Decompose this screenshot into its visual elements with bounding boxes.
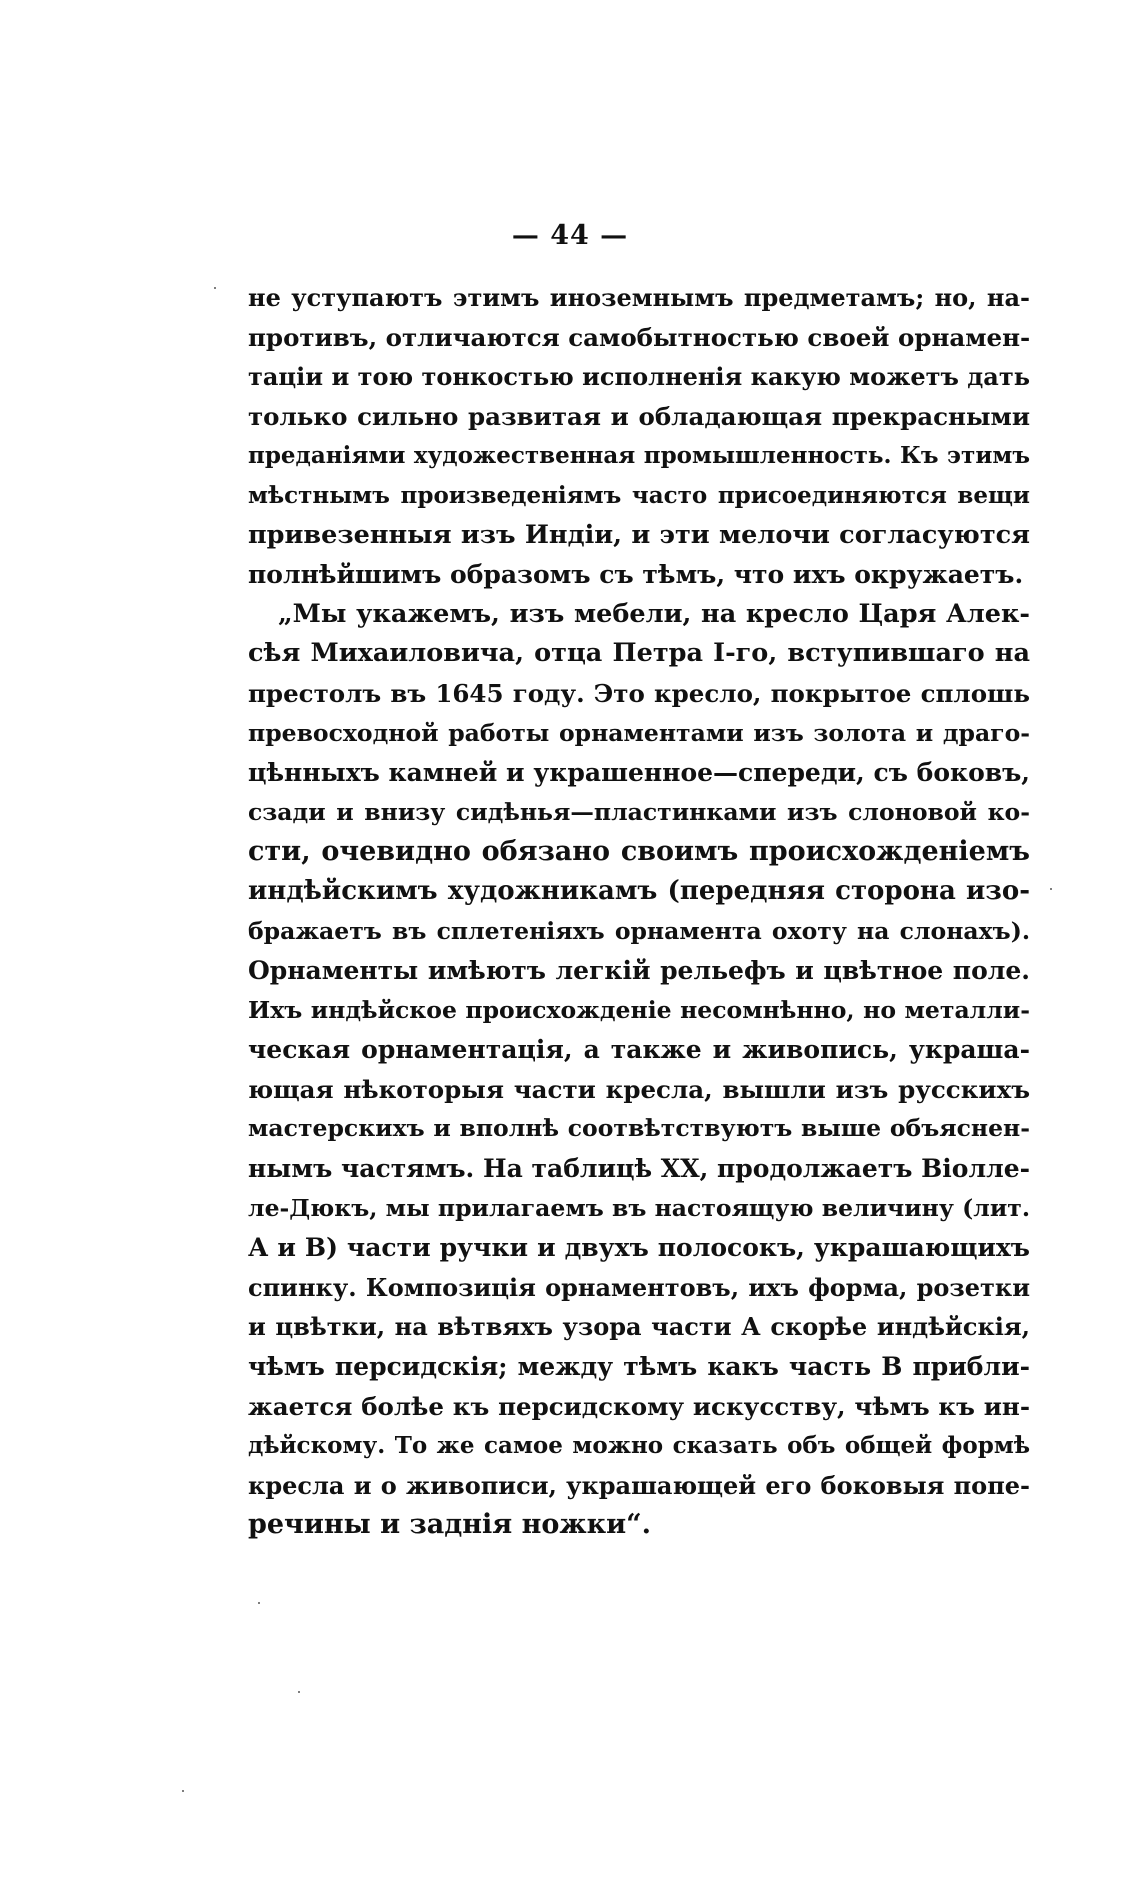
text-line: сѣя Михаиловича, отца Петра I-го, вступившаго на xyxy=(248,638,1030,669)
text-line: индѣйскимъ художникамъ (передняя сторона изо- xyxy=(248,875,1030,906)
text-line: Ихъ индѣйское происхожденіе несомнѣнно, но металли- xyxy=(248,995,1030,1024)
text-line: А и В) части ручки и двухъ полосокъ, украшающихъ xyxy=(248,1233,1030,1263)
text-line: ческая орнаментація, а также и живопись, украша- xyxy=(248,1035,1030,1065)
text-line: превосходной работы орнаментами изъ золота и драго- xyxy=(248,718,1030,747)
text-line: жается болѣе къ персидскому искусству, чѣмъ къ ин- xyxy=(248,1391,1030,1421)
scan-speck xyxy=(298,1691,300,1693)
text-line: спинку. Композиція орнаментовъ, ихъ форма, розетки xyxy=(248,1272,1030,1302)
text-line: преданіями художественная промышленность. Къ этимъ xyxy=(248,442,1030,470)
text-line: и цвѣтки, на вѣтвяхъ узора части А скорѣе индѣйскія, xyxy=(248,1312,1030,1342)
text-line: таціи и тою тонкостью исполненія какую можетъ дать xyxy=(248,362,1030,392)
text-line: ющая нѣкоторыя части кресла, вышли изъ русскихъ xyxy=(248,1074,1030,1104)
text-line: дѣйскому. То же самое можно сказать объ общей формѣ xyxy=(248,1432,1030,1460)
text-line: кресла и о живописи, украшающей его боковыя попе- xyxy=(248,1470,1030,1500)
text-line: только сильно развитая и обладающая прекрасными xyxy=(248,401,1030,431)
scan-speck xyxy=(182,1790,184,1792)
text-line: чѣмъ персидскія; между тѣмъ какъ часть В прибли- xyxy=(248,1352,1030,1382)
text-line: противъ, отличаются самобытностью своей орнамен- xyxy=(248,322,1031,352)
scan-speck xyxy=(1050,888,1052,890)
text-line: речины и заднія ножки“. xyxy=(248,1509,652,1541)
text-line: бражаетъ въ сплетеніяхъ орнамента охоту на слонахъ). xyxy=(248,916,1030,945)
scan-speck xyxy=(258,1602,260,1604)
text-line: привезенныя изъ Индіи, и эти мелочи согласуются xyxy=(248,519,1030,550)
text-line: полнѣйшимъ образомъ съ тѣмъ, что ихъ окружаетъ. xyxy=(248,560,1024,590)
text-line: цѣнныхъ камней и украшенное—спереди, съ боковъ, xyxy=(248,758,1030,788)
text-line: сзади и внизу сидѣнья—пластинками изъ слоновой ко- xyxy=(248,797,1030,826)
body-text xyxy=(248,278,1030,1545)
text-line: мастерскихъ и вполнѣ соотвѣтствуютъ выше объяснен- xyxy=(248,1114,1030,1143)
text-line: ле-Дюкъ, мы прилагаемъ въ настоящую величину (лит. xyxy=(248,1193,1030,1222)
scan-speck xyxy=(214,287,216,289)
page-number: — 44 — xyxy=(511,220,629,251)
paragraph-start-line: „Мы укажемъ, изъ мебели, на кресло Царя Алек- xyxy=(278,598,1030,629)
text-line: престолъ въ 1645 году. Это кресло, покрытое сплошь xyxy=(248,678,1030,708)
text-line: Орнаменты имѣютъ легкій рельефъ и цвѣтное поле. xyxy=(248,956,1030,986)
text-line: мѣстнымъ произведеніямъ часто присоединяются вещи xyxy=(248,481,1030,509)
text-line: не уступаютъ этимъ иноземнымъ предметамъ; но, на- xyxy=(248,283,1030,312)
text-line: нымъ частямъ. На таблицѣ XX, продолжаетъ Віолле- xyxy=(248,1154,1030,1184)
text-line: сти, очевидно обязано своимъ происхожденіемъ xyxy=(248,836,1030,868)
